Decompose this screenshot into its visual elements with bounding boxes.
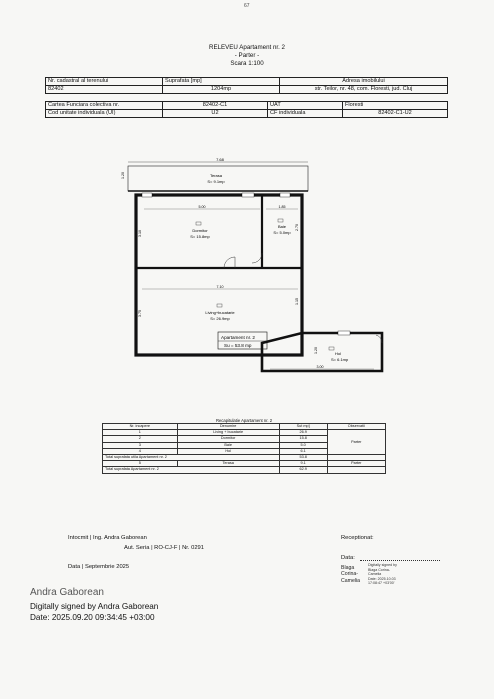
dim-bath-height: 2.70 (295, 224, 299, 231)
signer-name-line: Blaga (341, 565, 355, 571)
cell: 1 (103, 430, 178, 436)
bedroom-area: S= 15.8mp (190, 234, 210, 239)
dim-living-right: 1.15 (295, 298, 299, 305)
bath-label: Baie (277, 224, 287, 229)
signer-name-line: Corina- (341, 571, 359, 578)
document-title: RELEVEU Apartament nr. 2 (208, 44, 285, 51)
date-dotted-line (360, 560, 440, 561)
hall-area: S= 6.1mp (331, 357, 349, 362)
col-header: Observatii (327, 424, 385, 430)
cell: UAT (268, 102, 343, 110)
exterior-wall (136, 195, 302, 355)
recap-caption: Recapitulatie Apartament nr. 2 (215, 417, 273, 423)
cell: 5 (103, 461, 178, 467)
living-area: S= 26.9mp (210, 316, 230, 321)
window (280, 193, 290, 197)
recap-table (102, 417, 386, 474)
cell: Terasa (177, 461, 279, 467)
dim-living-width: 7.10 (216, 285, 224, 289)
hall-label: Hol (335, 351, 342, 356)
dim-living-height: 3.75 (138, 310, 142, 317)
level-label: - Parter - (234, 52, 260, 59)
cell: Suprafata [mp] (163, 78, 280, 86)
cell: 15.8 (279, 436, 327, 442)
door-swing (252, 253, 262, 263)
door-swing (224, 257, 235, 268)
window (242, 193, 254, 197)
col-header: Sut mp] (279, 424, 327, 430)
cell: Adresa imobilului (280, 78, 448, 86)
bedroom-label: Dormitor (192, 228, 208, 233)
page-mark: 67 (244, 3, 250, 9)
signer-name-line: Camelia (341, 577, 361, 584)
author-line: Intocmit | Ing. Andra Gaborean (68, 535, 147, 541)
cell: Living + bucatarie (177, 430, 279, 436)
window (142, 193, 152, 197)
dim-bedroom-height: 3.10 (138, 230, 142, 237)
stamp-line: Digitally signed by (368, 563, 397, 567)
cell: 6.1 (279, 448, 327, 454)
scale-label: Scara 1:100 (230, 60, 264, 67)
dim-terrace: 1.20 (121, 172, 125, 179)
cell: 4 (103, 448, 178, 454)
room-tag-icon (196, 222, 201, 225)
cell: 5.0 (279, 442, 327, 448)
dim-bedroom-width: 5.00 (198, 205, 206, 209)
receiver-date-label: Data: (341, 555, 355, 561)
stamp-line: 17:08:47 +03'00' (368, 581, 395, 586)
cell (327, 467, 385, 473)
cell: Floresti (343, 102, 448, 110)
cell: 1204mp (163, 86, 280, 94)
cell: 62.9 (279, 467, 327, 473)
room-tag-icon (278, 219, 283, 222)
cadastral-table (45, 77, 448, 94)
cell: str. Teilor, nr. 48, com. Floresti, jud. Cluj (280, 86, 448, 94)
apartment-area: Su = 53.8 mp (224, 343, 252, 348)
cell: 82402-C1-U2 (343, 110, 448, 118)
cell: Total suprafata utila Apartament nr. 2 (103, 454, 280, 460)
col-header: Nr. incapere (103, 424, 178, 430)
living-label: Living+bucatarie (205, 310, 235, 315)
cell: U2 (163, 110, 268, 118)
room-tag-icon (329, 347, 334, 350)
cell: 26.9 (279, 430, 327, 436)
room-tag-icon (217, 304, 222, 307)
window (338, 331, 350, 335)
apartment-label: Apartament nr. 2 (221, 335, 255, 340)
cell: Baie (177, 442, 279, 448)
digital-signature-date: Date: 2025.09.20 09:34:45 +03:00 (30, 613, 155, 622)
cell: 53.8 (279, 454, 327, 460)
cell: CF individuala (268, 110, 343, 118)
dim-hall-width: 3.00 (316, 365, 324, 369)
cell: Cod unitate individuala (UI) (46, 110, 163, 118)
cell: Nr. cadastral al terenului (46, 78, 163, 86)
col-header: Denumire (177, 424, 279, 430)
receiver-signature-text (368, 563, 397, 586)
cell: 2 (103, 436, 178, 442)
table-row (103, 467, 386, 473)
terrace-area: S= 9.1mp (207, 179, 225, 184)
terrace-label: Terasa (209, 173, 223, 178)
receiver-label: Receptionat: (341, 535, 374, 541)
cell: 82402 (46, 86, 163, 94)
date-line: Data | Septembrie 2025 (68, 564, 130, 570)
cell: Parter (327, 430, 385, 455)
digital-signature-line: Digitally signed by Andra Gaborean (30, 602, 159, 611)
cell: Parter (327, 461, 385, 467)
cell: Cartea Funciara colectiva nr. (46, 102, 163, 110)
stamp-line: Blaga Corina- (368, 567, 390, 572)
dim-top: 7.68 (216, 157, 224, 162)
cell: 9.1 (279, 461, 327, 467)
cell: 3 (103, 442, 178, 448)
land-book-table (45, 101, 448, 118)
cell: 82402-C1 (163, 102, 268, 110)
stamp-line: Camelia (368, 572, 382, 577)
bath-area: S= 5.0mp (273, 230, 291, 235)
dim-bath-width: 1.85 (278, 205, 286, 209)
floor-plan (120, 155, 390, 385)
cell: Dormitor (177, 436, 279, 442)
receiver-signature-name (341, 565, 360, 584)
authorization-line: Aut. Seria | RO-CJ-F | Nr. 0291 (124, 545, 205, 551)
cell: Total suprafata Apartament nr. 2 (103, 467, 280, 473)
cell: Hol (177, 448, 279, 454)
stamp-line: Date: 2025.10.03 (368, 576, 396, 581)
dim-hall-height: 1.20 (314, 347, 318, 354)
digital-signature-name: Andra Gaborean (30, 587, 104, 598)
